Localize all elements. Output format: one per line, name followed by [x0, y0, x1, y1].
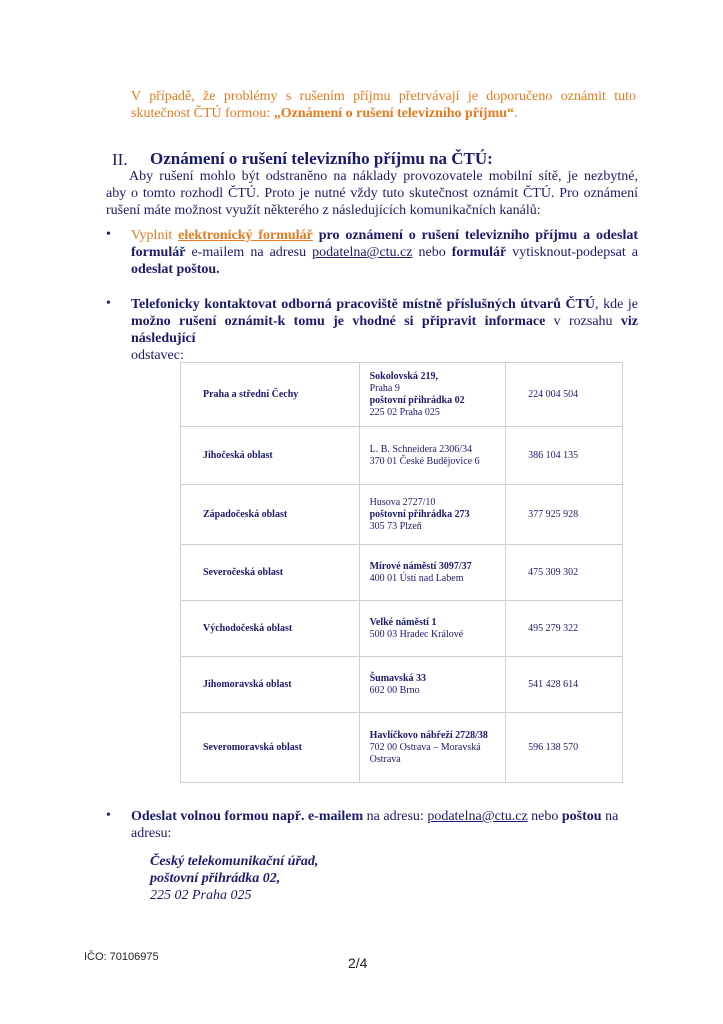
offices-table [180, 362, 623, 783]
table-row [181, 363, 623, 427]
section-title: Oznámení o rušení televizního příjmu na ČTÚ: [150, 149, 493, 168]
address-cell: Husova 2727/10 poštovní přihrádka 273 305 73 Plzeň [359, 485, 505, 545]
region-cell: Jihočeská oblast [181, 427, 360, 485]
form-name: „Oznámení o rušení televizního příjmu“ [273, 106, 515, 121]
address-cell: Velké náměstí 1 500 03 Hradec Králové [359, 601, 505, 657]
table-row [181, 657, 623, 713]
table-row [181, 485, 623, 545]
region-cell: Východočeská oblast [181, 601, 360, 657]
address-cell: Mírové náměstí 3097/37 400 01 Ústí nad Labem [359, 545, 505, 601]
section-number: II. [112, 150, 128, 169]
email-link-1[interactable]: podatelna@ctu.cz [312, 245, 413, 260]
bullet-2-marker: • [106, 296, 111, 311]
intro-line-1: V případě, že problémy s rušením příjmu přetrvávají je doporučeno oznámit tuto [131, 89, 636, 104]
email-link-2[interactable]: podatelna@ctu.cz [427, 809, 528, 824]
bullet-2: Telefonicky kontaktovat odborná pracoviště místně příslušných útvarů ČTÚ, kde je možno rušení oznámit-k tomu je vhodné si připravit informace v rozsahu viz následující odstavec: [131, 297, 638, 363]
address-cell: L. B. Schneidera 2306/34 370 01 České Budějovice 6 [359, 427, 505, 485]
region-cell: Severočeská oblast [181, 545, 360, 601]
intro-line-2: skutečnost ČTÚ formou: „Oznámení o rušení televizního příjmu“. [131, 106, 518, 121]
postal-address: Český telekomunikační úřad, poštovní přihrádka 02, 225 02 Praha 025 [150, 854, 319, 903]
bullet-1-marker: • [106, 227, 111, 242]
phone-cell: 224 004 504 [506, 363, 623, 427]
phone-cell: 541 428 614 [506, 657, 623, 713]
address-cell: Havlíčkovo nábřeží 2728/38 702 00 Ostrava – Moravská Ostrava [359, 713, 505, 783]
footer-ico: IČO: 70106975 [84, 951, 159, 963]
region-cell: Severomoravská oblast [181, 713, 360, 783]
bullet-3-marker: • [106, 808, 111, 823]
table-row [181, 427, 623, 485]
electronic-form-link[interactable]: elektronický formulář [178, 228, 313, 243]
region-cell: Jihomoravská oblast [181, 657, 360, 713]
table-row [181, 545, 623, 601]
intro-body: Aby rušení mohlo být odstraněno na náklady provozovatele mobilní sítě, je nezbytné, aby o tomto rozhodl ČTÚ. Proto je nutné vždy tuto skutečnost oznámit ČTÚ. Pro oznámení rušení máte možnost využít některého z následujících komunikačních kanálů: [106, 169, 638, 218]
phone-cell: 377 925 928 [506, 485, 623, 545]
region-cell: Západočeská oblast [181, 485, 360, 545]
region-cell: Praha a střední Čechy [181, 363, 360, 427]
page-number: 2/4 [348, 955, 368, 971]
bullet-3: Odeslat volnou formou např. e-mailem na adresu: podatelna@ctu.cz nebo poštou na adresu: [131, 809, 619, 841]
phone-cell: 596 138 570 [506, 713, 623, 783]
address-cell: Šumavská 33 602 00 Brno [359, 657, 505, 713]
phone-cell: 475 309 302 [506, 545, 623, 601]
phone-cell: 386 104 135 [506, 427, 623, 485]
table-row [181, 601, 623, 657]
intro-paragraph [131, 88, 636, 122]
phone-cell: 495 279 322 [506, 601, 623, 657]
table-row [181, 713, 623, 783]
bullet-1: Vyplnit elektronický formulář pro oznámení o rušení televizního příjmu a odeslat formulář e-mailem na adresu podatelna@ctu.cz nebo formulář vytisknout-podepsat a odeslat poštou. [131, 228, 639, 277]
address-cell: Sokolovská 219, Praha 9 poštovní přihrádka 02 225 02 Praha 025 [359, 363, 505, 427]
